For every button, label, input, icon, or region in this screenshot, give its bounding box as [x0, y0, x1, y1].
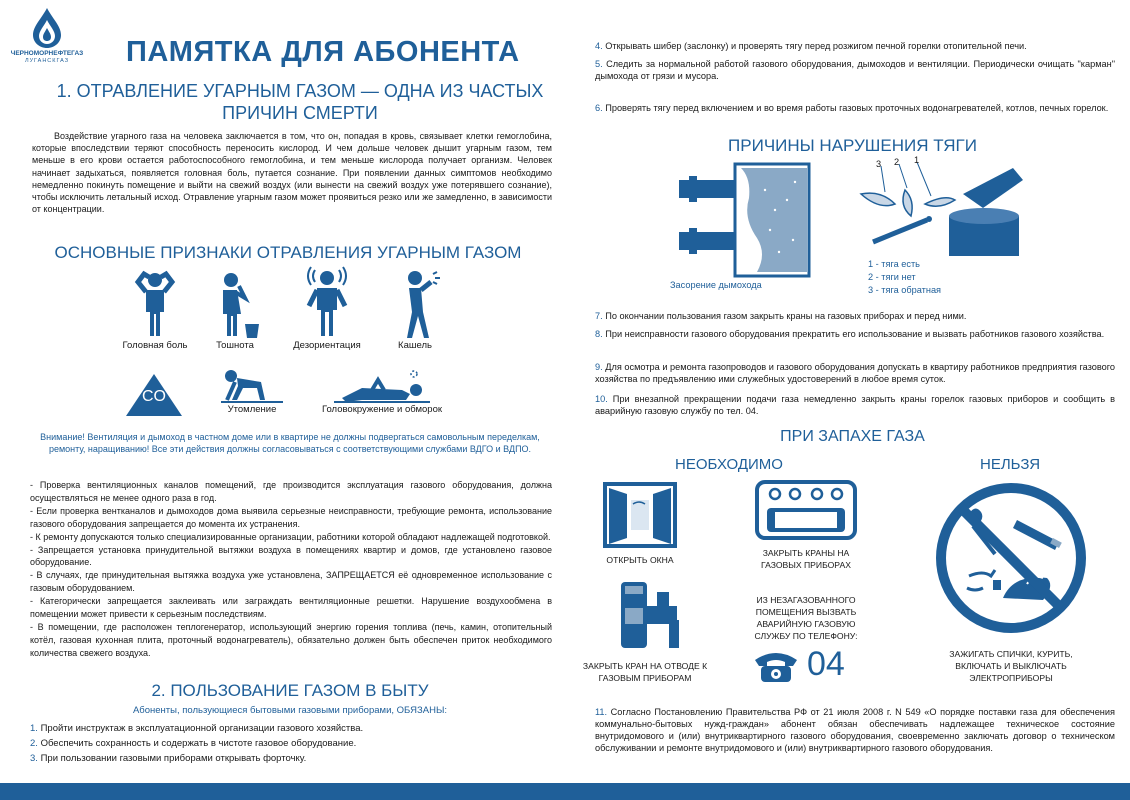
- rule-item: - В случаях, где принудительная вытяжка воздуха уже установлена, ЗАПРЕЩАЕТСЯ её одновременное использование с газовым оборудованием.: [30, 570, 552, 594]
- forbidden-caption: ЗАЖИГАТЬ СПИЧКИ, КУРИТЬ, ВКЛЮЧАТЬ И ВЫКЛЮЧАТЬ ЭЛЕКТРОПРИБОРЫ: [949, 649, 1073, 683]
- sign-nausea: [200, 268, 270, 351]
- item-text: Пройти инструктаж в эксплуатационной организации газового хозяйства.: [40, 723, 364, 734]
- close-valves-caption: ЗАКРЫТЬ КРАНЫ НА ГАЗОВЫХ ПРИБОРАХ: [761, 548, 851, 570]
- list-item: [30, 721, 552, 736]
- main-title: ПАМЯТКА ДЛЯ АБОНЕНТА: [126, 36, 520, 68]
- emergency-phone-number: 04: [807, 645, 845, 683]
- gas-smell-title: ПРИ ЗАПАХЕ ГАЗА: [780, 428, 925, 445]
- co-label: CO: [142, 388, 166, 405]
- rule-item: - В помещении, где расположен теплогенератор, использующий энергию горения топлива (печь, камин, отопительный котёл, газовая кухонная плита, проточный водонагреватель), обязательно должен быть обеспечен приток необходимого количества свежего воздуха.: [30, 621, 552, 658]
- gas-stove-icon: [753, 478, 859, 540]
- disorientation-figure-icon: [297, 264, 357, 340]
- rule-item-6: [595, 102, 1115, 114]
- logo-subname: ЛУГАНСКГАЗ: [24, 58, 70, 64]
- sign-dizziness: [312, 364, 452, 415]
- rule-item-8: [595, 328, 1115, 340]
- item-text: При неисправности газового оборудования прекратить его использование и вызвать работников газового хозяйства.: [605, 329, 1105, 339]
- headache-label: Головная боль: [122, 340, 188, 351]
- item-text: Проверять тягу перед включением и во время работы газовых проточных водонагревателей, котлов, печных горелок.: [605, 103, 1109, 113]
- section2-title: 2. ПОЛЬЗОВАНИЕ ГАЗОМ В БЫТУ: [151, 681, 429, 700]
- draft-legend-2: 2 - тяги нет: [868, 272, 916, 282]
- sign-co: [124, 372, 184, 418]
- draft-number-2: 2: [894, 157, 900, 167]
- open-windows-caption: ОТКРЫТЬ ОКНА: [606, 555, 674, 565]
- item-number: 2.: [30, 738, 38, 749]
- company-logo: [8, 6, 86, 78]
- clogged-chimney-icon: [675, 160, 815, 280]
- dizziness-label: Головокружение и обморок: [321, 404, 443, 415]
- item-number: 3.: [30, 753, 38, 764]
- must-do-title: НЕОБХОДИМО: [675, 456, 783, 473]
- rule-item: - Если проверка вентканалов и дымоходов дома выявила серьезные неисправности, требующие ремонта, использование газового оборудования запрещается до момента их устранения.: [30, 505, 552, 529]
- cough-label: Кашель: [398, 340, 432, 351]
- item-text: При внезапной прекращении подачи газа немедленно закрыть краны горелок газовых приборов и сообщить в аварийную газовую службу по тел. 04.: [595, 394, 1115, 416]
- rule-item-11: [595, 706, 1115, 754]
- rule-item: - Проверка вентиляционных каналов помещений, где производится эксплуатация газового оборудования, должна осуществляться не менее одного раза в год.: [30, 480, 552, 503]
- prohibition-icon: [933, 480, 1089, 636]
- rule-item-9: [595, 361, 1115, 385]
- list-item: [30, 751, 552, 766]
- telephone-icon: [753, 648, 799, 684]
- item-number: 10.: [595, 394, 608, 404]
- item-text: Согласно Постановлению Правительства РФ от 21 июля 2008 г. N 549 «О порядке поставки газа для обеспечения коммунально-бытовых нужд-граждан» абонент обязан обеспечивать надлежащее техническое состояние внутридомового и (или) внутриквартирного газового оборудования, своевременно заключать договор о техническом обслуживании и ремонте внутридомового и (или) внутриквартирного газового оборудования.: [595, 707, 1115, 753]
- headache-figure-icon: [130, 268, 180, 340]
- item-text: По окончании пользования газом закрыть краны на газовых приборах и перед ними.: [605, 311, 967, 321]
- ventilation-warning: Внимание! Вентиляция и дымоход в частном доме или в квартире не должны подвергаться самовольным переделкам, ремонту, наращиванию! Все эти действия должны согласовываться с соответствующими службами ВДГО и ВДПО.: [40, 432, 540, 454]
- close-tap-caption: ЗАКРЫТЬ КРАН НА ОТВОДЕ К ГАЗОВЫМ ПРИБОРАМ: [582, 661, 708, 683]
- bottom-bar: [0, 783, 1130, 800]
- rule-item-7: [595, 310, 1115, 322]
- gas-tap-icon: [615, 580, 685, 652]
- draft-legend-3: 3 - тяга обратная: [868, 285, 942, 295]
- draft-causes-title: ПРИЧИНЫ НАРУШЕНИЯ ТЯГИ: [728, 136, 977, 155]
- sign-headache: [120, 268, 190, 351]
- logo-name: ЧЕРНОМОРНЕФТЕГАЗ: [10, 50, 84, 57]
- nausea-label: Тошнота: [216, 340, 254, 351]
- nausea-figure-icon: [205, 268, 265, 340]
- draft-number-3: 3: [876, 159, 882, 169]
- fainting-figure-icon: [332, 364, 432, 404]
- signs-title: ОСНОВНЫЕ ПРИЗНАКИ ОТРАВЛЕНИЯ УГАРНЫМ ГАЗОМ: [54, 243, 522, 262]
- disorientation-label: Дезориентация: [293, 340, 361, 351]
- fatigue-label: Утомление: [227, 404, 277, 415]
- item-number: 8.: [595, 329, 603, 339]
- left-column: [0, 0, 560, 780]
- item-number: 9.: [595, 362, 603, 372]
- rule-item: - Категорически запрещается заклеивать или заграждать вентиляционные решетки. Нарушение воздухообмена в помещении может привести к серьезным последствиям.: [30, 596, 552, 620]
- forbidden-title: НЕЛЬЗЯ: [980, 456, 1041, 473]
- call-service-caption: ИЗ НЕЗАГАЗОВАННОГО ПОМЕЩЕНИЯ ВЫЗВАТЬ АВАРИЙНУЮ ГАЗОВУЮ СЛУЖБУ ПО ТЕЛЕФОНУ:: [754, 595, 858, 641]
- rule-item-10: [595, 393, 1115, 417]
- sign-cough: [380, 268, 450, 351]
- chimney-caption: Засорение дымохода: [670, 280, 762, 290]
- ventilation-rules: [30, 479, 552, 660]
- draft-diagram-icon: [853, 160, 1031, 260]
- sign-fatigue: [212, 364, 292, 415]
- item-text: Открывать шибер (заслонку) и проверять тягу перед розжигом печной горелки отопительной печи.: [605, 41, 1027, 51]
- sign-disorientation: [284, 264, 370, 351]
- list-item: [30, 736, 552, 751]
- cough-figure-icon: [385, 268, 445, 340]
- item-number: 7.: [595, 311, 603, 321]
- gas-drop-icon: [30, 6, 64, 50]
- section2-subtitle: Абоненты, пользующиеся бытовыми газовыми приборами, ОБЯЗАНЫ:: [132, 705, 448, 716]
- item-number: 11.: [595, 707, 608, 717]
- open-window-icon: [597, 480, 683, 550]
- item-number: 5.: [595, 59, 603, 69]
- section1-title: 1. ОТРАВЛЕНИЕ УГАРНЫМ ГАЗОМ — ОДНА ИЗ ЧАСТЫХ ПРИЧИН СМЕРТИ: [56, 81, 544, 123]
- rule-item-4: [595, 40, 1115, 52]
- draft-legend-1: 1 - тяга есть: [868, 259, 920, 269]
- item-text: Обеспечить сохранность и содержать в чистоте газовое оборудование.: [40, 738, 357, 749]
- item-number: 6.: [595, 103, 603, 113]
- rule-item-5: [595, 58, 1115, 82]
- fatigue-figure-icon: [217, 364, 287, 404]
- item-number: 4.: [595, 41, 603, 51]
- rule-item: - Запрещается установка принудительной вытяжки воздуха в помещениях квартир и домов, где установлено газовое оборудование.: [30, 544, 552, 568]
- item-number: 1.: [30, 723, 38, 734]
- item-text: Для осмотра и ремонта газопроводов и газового оборудования допускать в квартиру работников предприятия газового хозяйства по предъявлению ими служебных удостоверений в любое время суток.: [595, 362, 1115, 384]
- item-text: При пользовании газовыми приборами открывать форточку.: [40, 753, 307, 764]
- draft-number-1: 1: [914, 155, 920, 165]
- section1-text: Воздействие угарного газа на человека заключается в том, что он, попадая в кровь, связывает клетки гемоглобина, которые впоследствии теряют способность переносить кислород. И чем дольше человек дышит угарным газом, тем меньше в его крови остается работоспособного гемоглобина, и тем меньше кислорода получает организм. Человек начинает задыхаться, появляется головная боль, путается сознание. При появлении данных симптомов необходимо немедленно покинуть помещение и выйти на свежий воздух (или вынести на свежий воздух уже потерявшего сознание), чтобы исключить летальный исход. Отравление угарным газом может проявиться резко или же замедленно, в зависимости от концентрации.: [32, 131, 552, 215]
- item-text: Следить за нормальной работой газового оборудования, дымоходов и вентиляции. Периодически очищать "карман" дымохода от грязи и мусора.: [595, 59, 1115, 81]
- right-column: [575, 0, 1130, 780]
- section2-list: [30, 721, 552, 766]
- rule-item: - К ремонту допускаются только специализированные организации, работники которой обладают надлежащей подготовкой.: [30, 531, 551, 542]
